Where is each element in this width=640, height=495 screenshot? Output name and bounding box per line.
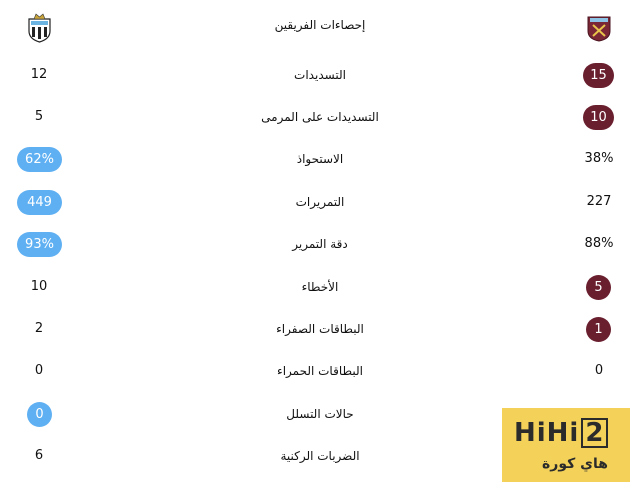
away-stat-value: 449	[17, 190, 62, 215]
away-stat-value: 5	[34, 109, 44, 124]
stat-label: الأخطاء	[301, 280, 339, 294]
away-stat-value: 10	[30, 279, 48, 294]
away-stat-value: 12	[30, 67, 48, 82]
page-title: إحصاءات الفريقين	[274, 18, 366, 32]
away-stat-value: 93%	[17, 232, 62, 257]
home-stat-value: 227	[586, 194, 612, 209]
stat-row	[0, 309, 640, 349]
home-stat-value: 1	[586, 317, 611, 342]
stat-row	[0, 351, 640, 391]
stat-label: دقة التمرير	[292, 237, 348, 251]
stat-row	[0, 267, 640, 307]
stat-label: البطاقات الصفراء	[276, 322, 364, 336]
west-ham-crest-icon	[587, 14, 611, 42]
away-stat-value: 0	[27, 402, 52, 427]
home-stat-value: 38%	[584, 151, 614, 166]
stat-row	[0, 224, 640, 264]
watermark-brand: HiHi 2	[514, 418, 608, 448]
stat-label: التمريرات	[295, 195, 345, 209]
away-stat-value: 62%	[17, 147, 62, 172]
stat-row	[0, 139, 640, 179]
stat-label: الاستحواذ	[296, 152, 344, 166]
stats-header	[0, 0, 640, 56]
watermark-logo	[502, 408, 630, 482]
newcastle-crest-icon	[26, 13, 53, 43]
stat-label: حالات التسلل	[286, 407, 354, 421]
home-stat-value: 5	[586, 275, 611, 300]
stat-label: البطاقات الحمراء	[277, 364, 363, 378]
stat-label: التسديدات	[294, 68, 346, 82]
home-stat-value: 0	[594, 363, 604, 378]
away-stat-value: 6	[34, 448, 44, 463]
stat-row	[0, 55, 640, 95]
away-stat-value: 2	[34, 321, 44, 336]
stat-row	[0, 182, 640, 222]
home-stat-value: 15	[583, 63, 614, 88]
away-stat-value: 0	[34, 363, 44, 378]
stat-row	[0, 97, 640, 137]
stat-label: الضربات الركنية	[280, 449, 360, 463]
stat-label: التسديدات على المرمى	[261, 110, 379, 124]
watermark-arabic: هاي كورة	[542, 456, 608, 472]
home-stat-value: 88%	[584, 236, 614, 251]
home-stat-value: 10	[583, 105, 614, 130]
